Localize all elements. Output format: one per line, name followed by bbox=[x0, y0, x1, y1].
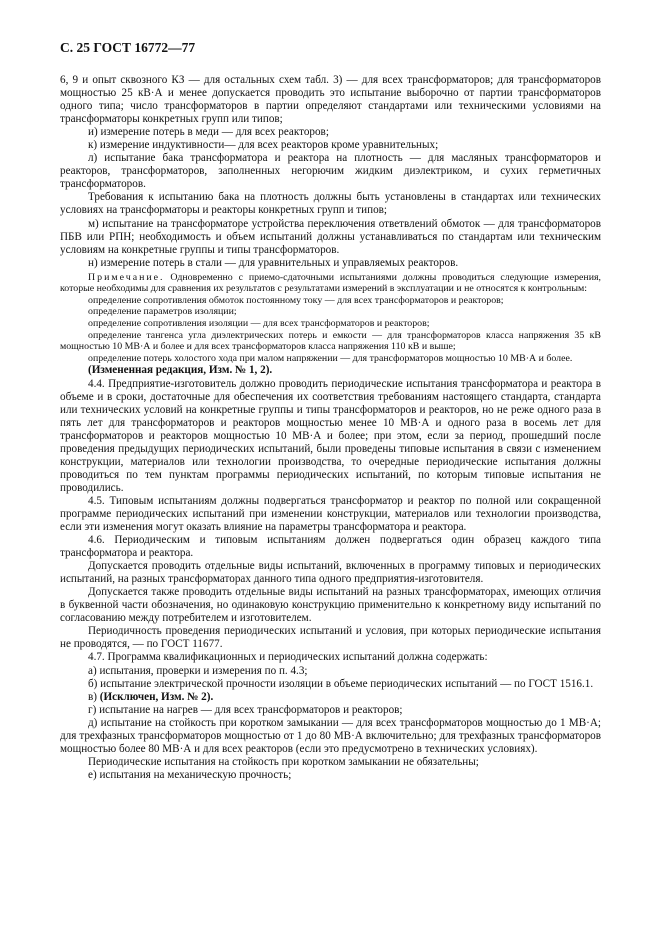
paragraph: Требования к испытанию бака на плотность должны быть установлены в стандартах или технических условиях на трансформаторы и реакторы конкретных групп и типов; bbox=[60, 191, 601, 217]
note-paragraph bbox=[60, 272, 601, 295]
list-item-m: м) испытание на трансформаторе устройства переключения ответвлений обмоток — для трансформаторов ПБВ или РПН; необходимость и объем испытаний должны устанавливаться по стандартам или техническим условиям на конкретные группы и типы трансформаторов. bbox=[60, 217, 601, 256]
note-item: определение тангенса угла диэлектрических потерь и емкости — для трансформаторов класса напряжения 35 кВ мощностью 10 МВ·А и более и для всех трансформаторов класса напряжения 110 кВ и выше; bbox=[60, 329, 601, 353]
note-text: Одновременно с приемо-сдаточными испытаниями должны проводиться следующие измерения, которые необходимы для сравнения их результатов с результатами измерений в эксплуатации и не относятся к контрольным: bbox=[60, 271, 601, 295]
note-item: определение потерь холостого хода при малом напряжении — для трансформаторов мощностью 10 МВ·А и более. bbox=[88, 352, 573, 364]
paragraph: Периодические испытания на стойкость при коротком замыкании не обязательны; bbox=[88, 755, 479, 768]
item-v-excluded: (Исключен, Изм. № 2). bbox=[99, 690, 214, 703]
note-item: определение сопротивления изоляции — для всех трансформаторов и реакторов; bbox=[88, 318, 430, 330]
paragraph: Допускается также проводить отдельные виды испытаний на разных трансформаторах, имеющих отличия в буквенной части обозначения, но одинаковую конструкцию применительно к конкретному виду испытаний по согласованию между потребителем и изготовителем. bbox=[60, 586, 601, 625]
clause-4-7: 4.7. Программа квалификационных и периодических испытаний должна содержать: bbox=[88, 651, 488, 664]
list-item-n: н) измерение потерь в стали — для уравнительных и управляемых реакторов. bbox=[88, 256, 459, 269]
list-item-d: д) испытание на стойкость при коротком замыкании — для всех трансформаторов мощностью до 1 МВ·А; для трехфазных трансформаторов мощностью от 1 до 80 МВ·А включительно; для трехфазных трансформаторов мощностью более 80 МВ·А и для всех реакторов (если это предусмотрено в технических условиях). bbox=[60, 716, 601, 755]
list-item-e: е) испытания на механическую прочность; bbox=[88, 768, 292, 781]
clause-4-6: 4.6. Периодическим и типовым испытаниям должен подвергаться один образец каждого типа трансформатора и реактора. bbox=[60, 534, 601, 560]
list-item-k: к) измерение индуктивности— для всех реакторов кроме уравнительных; bbox=[88, 139, 439, 152]
paragraph: 6, 9 и опыт сквозного КЗ — для остальных схем табл. 3) — для всех трансформаторов; для трансформаторов мощностью 25 кВ·А и менее допускается проводить это испытание выборочно от партии трансформаторов одного типа; число трансформаторов в партии определяют стандартами или техническими условиями на трансформаторы конкретных групп или типов; bbox=[60, 74, 601, 126]
list-item-l: л) испытание бака трансформатора и реактора на плотность — для масляных трансформаторов и реакторов, трансформаторов, заполненных негорючим жидким диэлектриком, и сухих герметичных трансформаторов. bbox=[60, 152, 601, 191]
list-item-b: б) испытание электрической прочности изоляции в объеме периодических испытаний — по ГОСТ 1516.1. bbox=[88, 677, 594, 690]
clause-4-4: 4.4. Предприятие-изготовитель должно проводить периодические испытания трансформатора и реактора в объеме и в сроки, достаточные для обеспечения их соответствия требованиям настоящего стандарта, стандарта или технических условий на конкретные группы и типы трансформаторов и реакторов, но не реже одного раза в пять лет для трансформаторов и реакторов мощностью менее 10 МВ·А и одного раза в восемь лет для трансформаторов и реакторов мощностью 10 МВ·А и более; при этом, если за период, прошедший после проведения предыдущих периодических испытаний, были проведены типовые испытания в связи с изменением конструкции, материалов или технологии производства, то очередные периодические испытания должны проводиться по тем пунктам программы периодических испытаний, по которым типовые испытания не проводились. bbox=[60, 377, 601, 494]
clause-4-5: 4.5. Типовым испытаниям должны подвергаться трансформатор и реактор по полной или сокращенной программе периодических испытаний при изменении конструкции, материалов или технологии производства, если эти изменения могут оказать влияние на параметры трансформатора и реактора. bbox=[60, 494, 601, 534]
list-item-a: а) испытания, проверки и измерения по п. 4.3; bbox=[88, 664, 308, 677]
item-v-prefix: в) bbox=[88, 690, 100, 703]
list-item-g: г) испытание на нагрев — для всех трансформаторов и реакторов; bbox=[88, 703, 403, 716]
paragraph: Периодичность проведения периодических испытаний и условия, при которых периодические испытания не проводятся, — по ГОСТ 11677. bbox=[60, 625, 601, 651]
list-item-i: и) измерение потерь в меди — для всех реакторов; bbox=[88, 126, 329, 139]
paragraph: Допускается проводить отдельные виды испытаний, включенных в программу типовых и периодических испытаний, на разных трансформаторах данного типа одного предприятия-изготовителя. bbox=[60, 560, 601, 586]
note-label: Примечание. bbox=[88, 271, 165, 283]
edition-note: (Измененная редакция, Изм. № 1, 2). bbox=[88, 364, 273, 377]
page-header: С. 25 ГОСТ 16772—77 bbox=[60, 40, 196, 55]
note-item: определение параметров изоляции; bbox=[88, 306, 237, 318]
list-item-v bbox=[60, 691, 601, 704]
note-item: определение сопротивления обмоток постоянному току — для всех трансформаторов и реакторов; bbox=[88, 294, 504, 306]
